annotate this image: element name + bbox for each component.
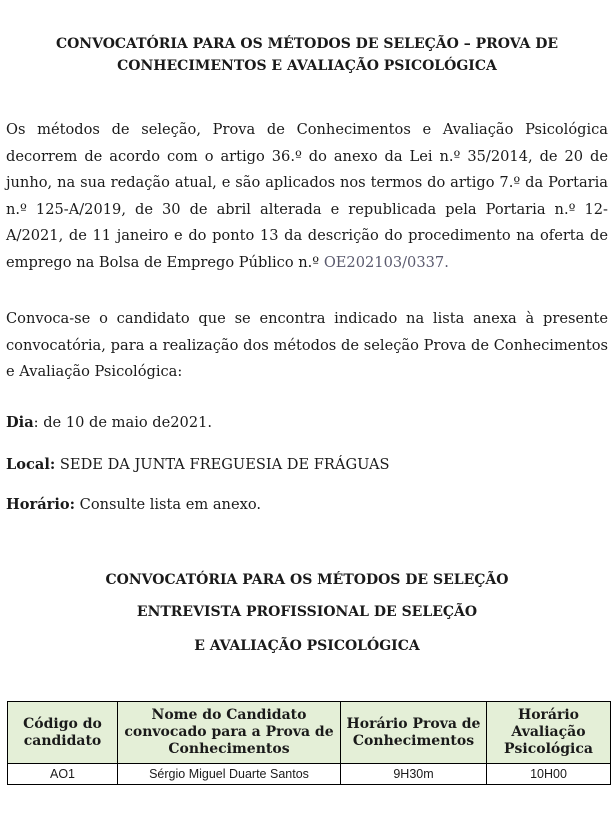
section2-title-line3: E AVALIAÇÃO PSICOLÓGICA xyxy=(194,638,420,654)
date-field xyxy=(6,413,608,433)
col-header-name: Nome do Candidato convocado para a Prova de Conhecimentos xyxy=(118,702,341,764)
col-header-knowledge-time: Horário Prova de Conhecimentos xyxy=(341,702,487,764)
cell-psych-time: 10H00 xyxy=(487,764,611,785)
page-title xyxy=(0,33,614,77)
convocation-paragraph: Convoca-se o candidato que se encontra indicado na lista anexa à presente convocatória, para a realização dos métodos de seleção Prova de Conhecimentos e Avaliação Psicológica: xyxy=(6,310,608,380)
location-field xyxy=(6,455,608,475)
table-header-row xyxy=(8,702,611,764)
location-value: SEDE DA JUNTA FREGUESIA DE FRÁGUAS xyxy=(55,456,390,473)
date-label: Dia xyxy=(6,414,34,431)
col-header-code: Código do candidato xyxy=(8,702,118,764)
schedule-label: Horário: xyxy=(6,496,76,513)
location-label: Local: xyxy=(6,456,56,473)
schedule-field xyxy=(6,495,608,515)
col-header-psych-time: Horário Avaliação Psicológica xyxy=(487,702,611,764)
offer-reference: OE202103/0337. xyxy=(323,253,449,271)
cell-knowledge-time: 9H30m xyxy=(341,764,487,785)
intro-paragraph-text: Os métodos de seleção, Prova de Conhecimentos e Avaliação Psicológica decorrem de acordo com o artigo 36.º do anexo da Lei n.º 35/2014, de 20 de junho, na sua redação atual, e são aplicados nos termos do artigo 7.º da Portaria n.º 125-A/2019, de 30 de abril alterada e republicada pela Portaria n.º 12-A/2021, de 11 janeiro e do ponto 13 da descrição do procedimento na oferta de emprego na Bolsa de Emprego Público n.º xyxy=(6,121,608,271)
schedule-value: Consulte lista em anexo. xyxy=(75,496,261,513)
section2-title-line2: ENTREVISTA PROFISSIONAL DE SELEÇÃO xyxy=(136,604,478,620)
page-title-line1: CONVOCATÓRIA PARA OS MÉTODOS DE SELEÇÃO – PROVA DE xyxy=(55,36,559,52)
section2-title-line1: CONVOCATÓRIA PARA OS MÉTODOS DE SELEÇÃO xyxy=(105,572,509,588)
intro-paragraph xyxy=(6,117,608,276)
page-title-line2: CONHECIMENTOS E AVALIAÇÃO PSICOLÓGICA xyxy=(117,58,497,74)
table-row xyxy=(8,764,611,785)
cell-name: Sérgio Miguel Duarte Santos xyxy=(118,764,341,785)
date-value: : de 10 de maio de2021. xyxy=(33,414,213,431)
candidates-table xyxy=(7,701,611,785)
cell-code: AO1 xyxy=(8,764,118,785)
